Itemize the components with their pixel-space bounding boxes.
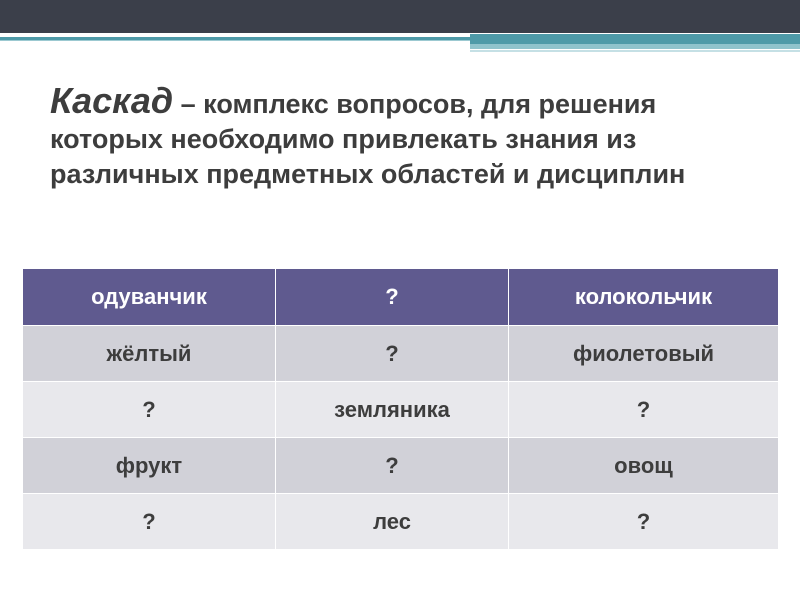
table-row xyxy=(23,494,779,550)
table-cell: ? xyxy=(276,438,509,494)
table-cell: земляника xyxy=(276,382,509,438)
accent-block xyxy=(470,34,800,44)
table-row xyxy=(23,382,779,438)
slide-title-definition: – комплекс вопросов, для решения которых необходимо привлекать знания из различных предметных областей и дисциплин xyxy=(50,89,686,189)
table-header-cell: одуванчик xyxy=(23,269,276,326)
accent-block-faint xyxy=(470,50,800,52)
top-bar xyxy=(0,0,800,33)
table-header-cell: колокольчик xyxy=(509,269,779,326)
accent-block-light xyxy=(470,44,800,49)
table-row xyxy=(23,438,779,494)
table-row xyxy=(23,326,779,382)
table-header-cell: ? xyxy=(276,269,509,326)
slide-title-term: Каскад xyxy=(50,80,174,121)
table-cell: ? xyxy=(509,382,779,438)
table-cell: жёлтый xyxy=(23,326,276,382)
table-cell: фиолетовый xyxy=(509,326,779,382)
table-cell: овощ xyxy=(509,438,779,494)
table-cell: ? xyxy=(23,494,276,550)
table-cell: лес xyxy=(276,494,509,550)
slide-title xyxy=(50,80,770,192)
cascade-table xyxy=(22,268,779,550)
table-cell: фрукт xyxy=(23,438,276,494)
table-cell: ? xyxy=(509,494,779,550)
table-header-row xyxy=(23,269,779,326)
table-cell: ? xyxy=(23,382,276,438)
table-cell: ? xyxy=(276,326,509,382)
